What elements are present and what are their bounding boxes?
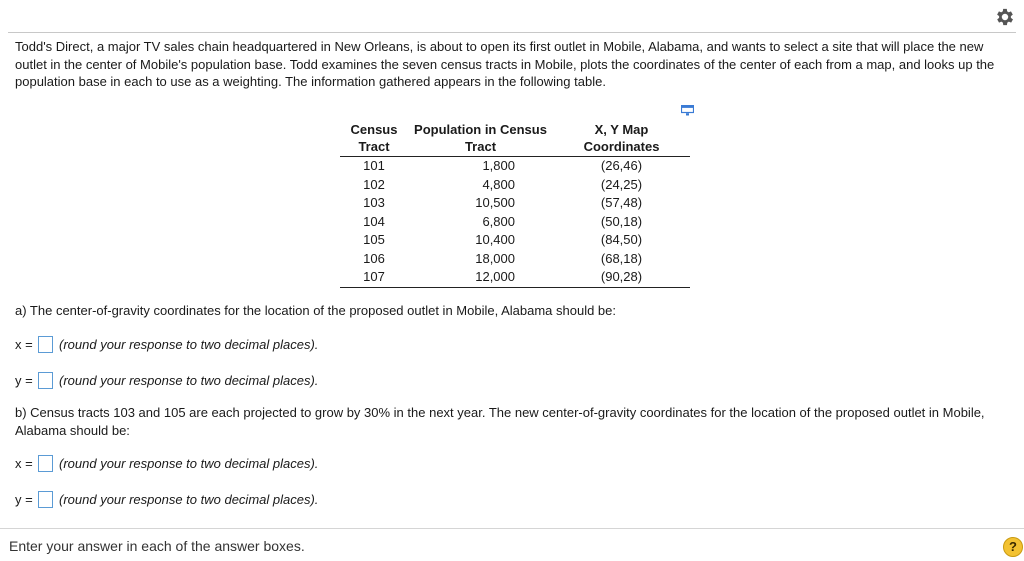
part-b-y-input[interactable]	[38, 491, 53, 508]
table-row: 101 1,800 (26,46)	[363, 158, 643, 173]
top-bar	[0, 0, 1024, 36]
table-header-row	[340, 120, 690, 157]
part-a-y-hint: (round your response to two decimal places).	[59, 372, 319, 388]
footer-bar	[0, 528, 1024, 561]
part-a-x-label: x =	[15, 336, 33, 352]
footer-divider	[0, 528, 1024, 529]
part-a-x-row	[15, 335, 318, 353]
table-row: 103 10,500 (57,48)	[363, 195, 643, 210]
table-row: 105 10,400 (84,50)	[363, 232, 643, 247]
help-icon[interactable]: ?	[1003, 537, 1023, 557]
footer-instruction: Enter your answer in each of the answer boxes.	[9, 538, 305, 554]
header-coordinates: X, Y Map Coordinates	[553, 120, 690, 157]
gear-icon[interactable]	[994, 6, 1016, 28]
part-b-y-row	[15, 490, 318, 508]
part-a-x-hint: (round your response to two decimal places).	[59, 336, 319, 352]
part-a-x-input[interactable]	[38, 336, 53, 353]
part-b-x-label: x =	[15, 455, 33, 471]
table-row: 106 18,000 (68,18)	[363, 250, 643, 266]
part-b-y-hint: (round your response to two decimal places).	[59, 491, 319, 507]
part-a-y-row	[15, 371, 318, 389]
part-a-y-label: y =	[15, 372, 33, 388]
table-row: 107 12,000 (90,28)	[340, 268, 690, 287]
header-population: Population in Census Tract	[408, 120, 553, 157]
part-b-x-hint: (round your response to two decimal places).	[59, 455, 319, 471]
top-divider	[8, 32, 1016, 33]
popout-icon[interactable]	[681, 105, 694, 116]
part-b-y-label: y =	[15, 491, 33, 507]
part-a-y-input[interactable]	[38, 372, 53, 389]
part-b-question: b) Census tracts 103 and 105 are each projected to grow by 30% in the next year. The new center-of-gravity coordinates for the location of the proposed outlet in Mobile, Alabama should be:	[15, 405, 985, 438]
part-a-question: a) The center-of-gravity coordinates for the location of the proposed outlet in Mobile, Alabama should be:	[15, 303, 617, 318]
table-row: 104 6,800 (50,18)	[363, 213, 643, 229]
table-row: 102 4,800 (24,25)	[363, 176, 643, 192]
header-census-tract: Census Tract	[340, 120, 408, 157]
problem-intro: Todd's Direct, a major TV sales chain headquartered in New Orleans, is about to open its first outlet in Mobile, Alabama, and wants to select a site that will place the new outlet in the center of Mobile's population base. Todd examines the seven census tracts in Mobile, plots the coordinates of the center of each from a map, and looks up the population base in each to use as a weighting. The information gathered appears in the following table.	[15, 39, 995, 89]
part-b-x-row	[15, 454, 318, 472]
part-b-x-input[interactable]	[38, 455, 53, 472]
census-data-table	[340, 120, 690, 288]
